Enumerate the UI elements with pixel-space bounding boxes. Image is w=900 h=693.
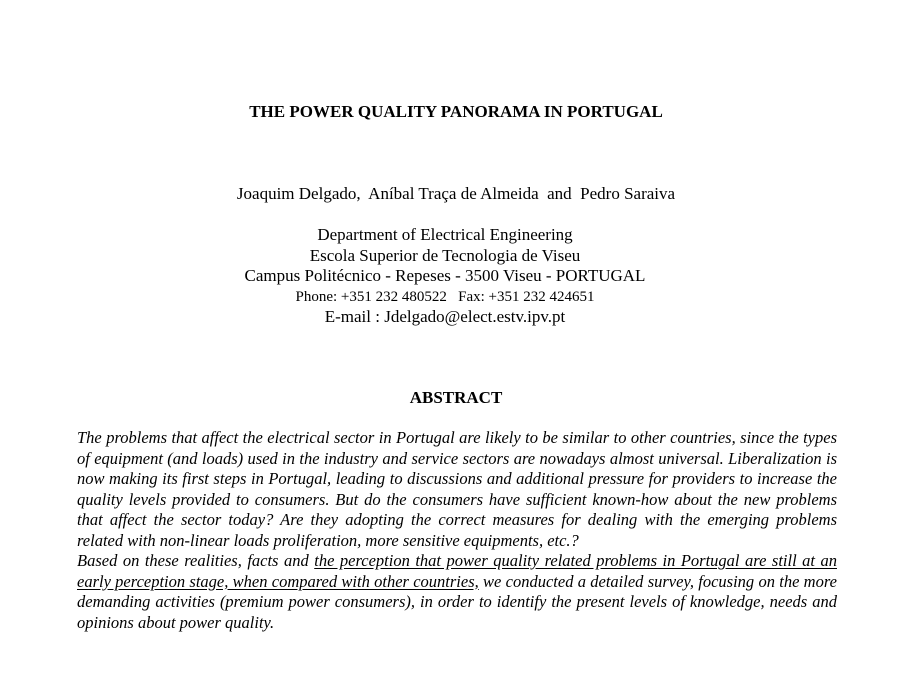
abstract-paragraph-2 bbox=[77, 551, 837, 633]
affiliation-phone-fax: Phone: +351 232 480522 Fax: +351 232 424651 bbox=[295, 288, 595, 305]
abstract-paragraph-2-end: we conducted a detailed survey, focusing on the more demanding activities (premium power consumers), in order to identify the present levels of knowledge, needs and opinions about power quality. bbox=[77, 571, 837, 632]
affiliation-block bbox=[0, 225, 890, 327]
abstract-heading: ABSTRACT bbox=[409, 388, 503, 407]
affiliation-address: Campus Politécnico - Repeses - 3500 Viseu - PORTUGAL bbox=[244, 266, 646, 285]
paper-title: THE POWER QUALITY PANORAMA IN PORTUGAL bbox=[249, 102, 663, 121]
affiliation-school: Escola Superior de Tecnologia de Viseu bbox=[309, 245, 581, 265]
abstract-underlined-text: the perception that power quality related problems in Portugal are still at an early perception stage, when compared with other countries, bbox=[77, 551, 837, 591]
abstract-paragraph-2-start: Based on these realities, facts and bbox=[77, 551, 315, 570]
abstract-paragraph-1: The problems that affect the electrical sector in Portugal are likely to be similar to other countries, since the types of equipment (and loads) used in the industry and service sectors are nowadays almost universal. Liberalization is now making its first steps in Portugal, leading to discussions and additional pressure for providers to increase the quality levels provided to consumers. But do the consumers have sufficient known-how about the new problems that affect the sector today? Are they adopting the correct measures for dealing with the emerging problems related with non-linear loads proliferation, more sensitive equipments, etc.? bbox=[77, 428, 837, 550]
abstract-body bbox=[77, 428, 837, 633]
author-list: Joaquim Delgado, Aníbal Traça de Almeida and Pedro Saraiva bbox=[236, 184, 676, 203]
affiliation-department: Department of Electrical Engineering bbox=[317, 225, 573, 244]
affiliation-email: E-mail : Jdelgado@elect.estv.ipv.pt bbox=[324, 306, 566, 326]
